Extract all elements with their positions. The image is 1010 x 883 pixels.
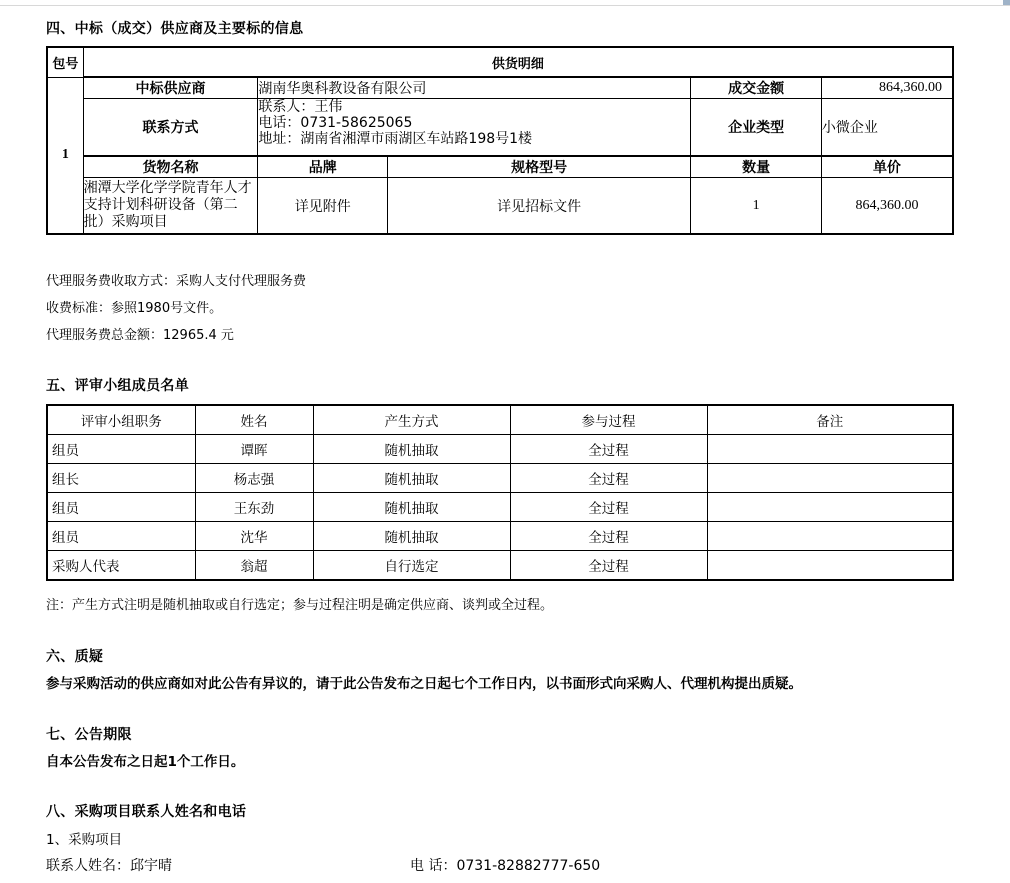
section7-title: 七、公告期限 (46, 727, 132, 743)
member-process: 全过程 (510, 522, 707, 551)
procurement-contact-phone: 电 话：0731-82882777-650 (410, 858, 601, 874)
contact-person: 联系人：王伟 (258, 99, 343, 116)
section6-body: 参与采购活动的供应商如对此公告有异议的，请于此公告发布之日起七个工作日内，以书面形式向采购人、代理机构提出质疑。 (46, 676, 802, 692)
contact-address: 地址：湖南省湘潭市雨湖区车站路198号1楼 (258, 131, 533, 148)
member-role: 组员 (47, 435, 195, 464)
contact-label: 联系方式 (83, 99, 258, 156)
review-note: 注：产生方式注明是随机抽取或自行选定；参与过程注明是确定供应商、谈判或全过程。 (46, 598, 554, 613)
header-process: 参与过程 (510, 405, 707, 435)
section6-title: 六、质疑 (46, 649, 104, 665)
table-row (47, 522, 953, 551)
section4-title: 四、中标（成交）供应商及主要标的信息 (46, 21, 304, 37)
goods-header-brand: 品牌 (258, 156, 388, 178)
header-remarks: 备注 (707, 405, 953, 435)
member-name: 翁超 (195, 551, 313, 581)
member-remarks (707, 551, 953, 581)
supplier-label: 中标供应商 (83, 77, 258, 99)
fee-method: 代理服务费收取方式：采购人支付代理服务费 (46, 274, 307, 289)
member-process: 全过程 (510, 435, 707, 464)
goods-header-qty: 数量 (691, 156, 822, 178)
section5-title: 五、评审小组成员名单 (46, 378, 189, 394)
amount-value: 864,360.00 (821, 77, 953, 99)
goods-qty: 1 (691, 178, 822, 234)
member-remarks (707, 464, 953, 493)
fee-total: 代理服务费总金额：12965.4 元 (46, 328, 234, 343)
goods-brand: 详见附件 (258, 178, 388, 234)
enterprise-label: 企业类型 (691, 99, 822, 156)
member-process: 全过程 (510, 551, 707, 581)
member-role: 组员 (47, 493, 195, 522)
member-method: 随机抽取 (313, 493, 510, 522)
goods-spec: 详见招标文件 (387, 178, 690, 234)
member-process: 全过程 (510, 493, 707, 522)
contact-info (258, 99, 691, 156)
header-name: 姓名 (195, 405, 313, 435)
section8-title: 八、采购项目联系人姓名和电话 (46, 804, 247, 820)
review-panel-table (46, 404, 954, 581)
goods-header-spec: 规格型号 (387, 156, 690, 178)
section8-item: 1、采购项目 (46, 832, 123, 848)
top-border-line (0, 5, 1010, 6)
header-role: 评审小组职务 (47, 405, 195, 435)
goods-header-name: 货物名称 (83, 156, 258, 178)
table-row (47, 493, 953, 522)
member-name: 谭晖 (195, 435, 313, 464)
member-remarks (707, 522, 953, 551)
member-role: 组长 (47, 464, 195, 493)
member-role: 采购人代表 (47, 551, 195, 581)
contact-phone: 电话：0731-58625065 (258, 115, 413, 132)
amount-label: 成交金额 (691, 77, 822, 99)
member-method: 随机抽取 (313, 464, 510, 493)
enterprise-value: 小微企业 (821, 99, 953, 156)
package-number: 1 (47, 77, 83, 234)
member-role: 组员 (47, 522, 195, 551)
goods-price: 864,360.00 (821, 178, 953, 234)
corner-marker (1003, 0, 1010, 5)
member-method: 随机抽取 (313, 435, 510, 464)
fee-standard: 收费标准：参照1980号文件。 (46, 301, 223, 316)
header-method: 产生方式 (313, 405, 510, 435)
procurement-contact-name: 联系人姓名：邱宇晴 (46, 858, 172, 874)
member-name: 王东劲 (195, 493, 313, 522)
member-method: 自行选定 (313, 551, 510, 581)
member-method: 随机抽取 (313, 522, 510, 551)
member-remarks (707, 435, 953, 464)
table-row (47, 551, 953, 581)
member-name: 沈华 (195, 522, 313, 551)
goods-name: 湘潭大学化学学院青年人才支持计划科研设备（第二批）采购项目 (83, 178, 258, 234)
member-remarks (707, 493, 953, 522)
goods-header-price: 单价 (821, 156, 953, 178)
member-name: 杨志强 (195, 464, 313, 493)
winning-supplier-table (46, 46, 954, 235)
supplier-name: 湖南华奥科教设备有限公司 (258, 77, 691, 99)
section7-body: 自本公告发布之日起1个工作日。 (46, 754, 245, 770)
table-row (47, 464, 953, 493)
detail-header: 供货明细 (83, 47, 953, 77)
table-row (47, 435, 953, 464)
package-header: 包号 (47, 47, 83, 77)
member-process: 全过程 (510, 464, 707, 493)
